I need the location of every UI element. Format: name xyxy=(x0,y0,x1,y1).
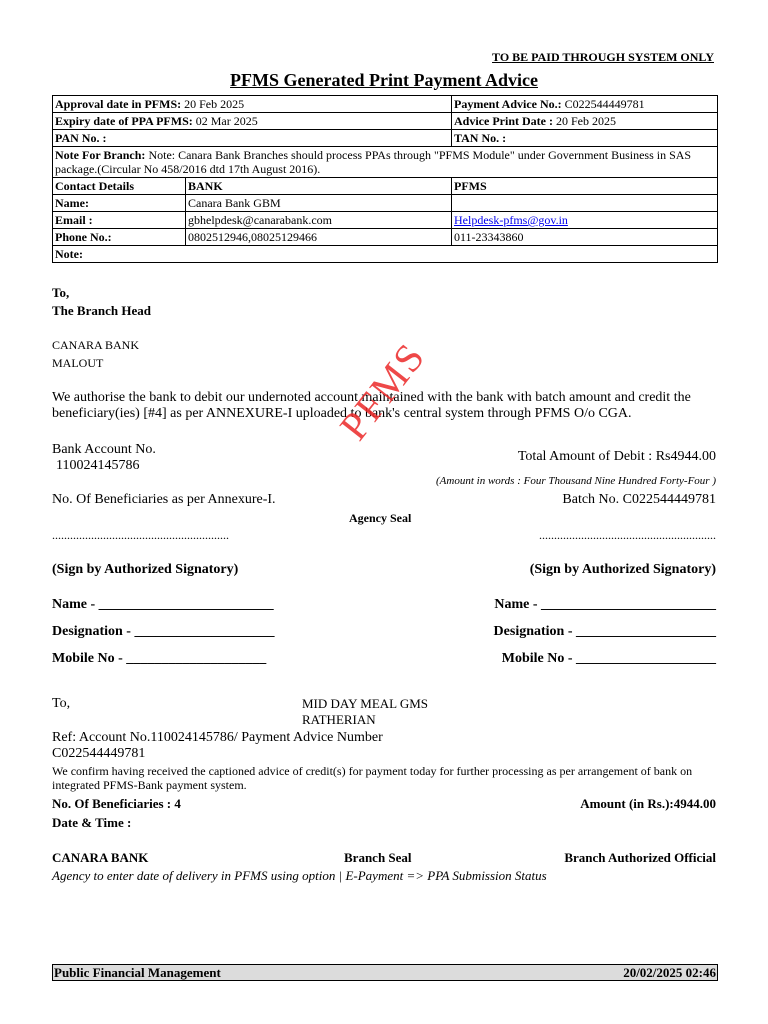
batch-no: Batch No. C022544449781 xyxy=(562,492,716,507)
footer-bar xyxy=(52,964,718,981)
pan-cell xyxy=(53,130,452,147)
note-branch-cell xyxy=(53,147,718,178)
agency-seal: Agency Seal xyxy=(349,511,412,525)
table-row xyxy=(53,178,718,195)
designation-line-right: Designation - ____________________ xyxy=(493,624,716,639)
beneficiaries-annexure: No. Of Beneficiaries as per Annexure-I. xyxy=(52,492,276,507)
bank-city: MALOUT xyxy=(52,356,104,370)
pfms-email-cell xyxy=(452,212,718,229)
confirmation-text: We confirm having received the captioned advice of credit(s) for payment today for further processing as per arrangement of bank on integrated PFMS-Bank payment system. xyxy=(52,764,693,792)
school-name-2: RATHERIAN xyxy=(302,712,376,727)
contact-details-header: Contact Details xyxy=(53,178,186,195)
name-label: Name: xyxy=(53,195,186,212)
note-branch-text: Note: Canara Bank Branches should process PPAs through "PFMS Module" under Government Business in SAS package.(Circular No 458/2016 dtd 17th August 2016). xyxy=(55,148,692,176)
agency-delivery-note: Agency to enter date of delivery in PFMS using option | E-Payment => PPA Submission Status xyxy=(52,868,547,883)
bank-account-value: 110024145786 xyxy=(56,458,140,473)
authorisation-text: We authorise the bank to debit our undernoted account maintained with the bank with batch amount and credit the beneficiary(ies) [#4] as per ANNEXURE-I uploaded to bank's central system through PFMS O/o CGA. xyxy=(52,390,691,421)
phone-label: Phone No.: xyxy=(53,229,186,246)
pfms-name-value xyxy=(452,195,718,212)
pfms-column-header: PFMS xyxy=(452,178,718,195)
receipt-beneficiaries: No. Of Beneficiaries : 4 xyxy=(52,796,181,811)
advice-no-label: Payment Advice No.: xyxy=(454,97,562,111)
pan-label: PAN No. : xyxy=(55,131,107,145)
print-date-cell xyxy=(452,113,718,130)
name-line-right: Name - _________________________ xyxy=(494,597,716,612)
bank-account-label: Bank Account No. xyxy=(52,442,156,457)
tan-label: TAN No. : xyxy=(454,131,507,145)
pfms-watermark: PFMS xyxy=(330,333,435,449)
total-debit: Total Amount of Debit : Rs4944.00 xyxy=(517,449,716,464)
designation-line-left: Designation - ____________________ xyxy=(52,624,275,639)
mobile-line-right: Mobile No - ____________________ xyxy=(501,651,716,666)
bank-name-value: Canara Bank GBM xyxy=(186,195,452,212)
table-row xyxy=(53,96,718,113)
school-name-1: MID DAY MEAL GMS xyxy=(302,696,429,711)
expiry-date-cell xyxy=(53,113,452,130)
sign-label-right: (Sign by Authorized Signatory) xyxy=(529,562,716,577)
signature-dots-left: ........................................................... xyxy=(52,528,229,542)
reference-line-2: C022544449781 xyxy=(52,746,146,761)
note-cell: Note: xyxy=(53,246,718,263)
pfms-email-link[interactable]: Helpdesk-pfms@gov.in xyxy=(454,213,568,227)
table-row xyxy=(53,195,718,212)
approval-date-value: 20 Feb 2025 xyxy=(184,97,245,111)
page-title: PFMS Generated Print Payment Advice xyxy=(230,70,538,90)
name-line-left: Name - _________________________ xyxy=(52,597,274,612)
advice-no-value: C022544449781 xyxy=(564,97,645,111)
table-row xyxy=(53,147,718,178)
pfms-phone-value: 011-23343860 xyxy=(452,229,718,246)
bank-email-value: gbhelpdesk@canarabank.com xyxy=(186,212,452,229)
branch-head: The Branch Head xyxy=(52,303,151,318)
letter-to: To, xyxy=(52,285,70,300)
bank-column-header: BANK xyxy=(186,178,452,195)
bank-phone-value: 0802512946,08025129466 xyxy=(186,229,452,246)
mobile-line-left: Mobile No - ____________________ xyxy=(52,651,267,666)
amount-in-words: (Amount in words : Four Thousand Nine Hundred Forty-Four ) xyxy=(436,475,716,487)
expiry-date-value: 02 Mar 2025 xyxy=(195,114,258,128)
note-branch-label: Note For Branch: xyxy=(55,148,146,162)
print-date-value: 20 Feb 2025 xyxy=(555,114,616,128)
receipt-to: To, xyxy=(52,696,71,711)
bank-name: CANARA BANK xyxy=(52,338,140,352)
footer-timestamp: 20/02/2025 02:46 xyxy=(623,965,716,980)
canara-bank-label: CANARA BANK xyxy=(52,850,149,865)
tan-cell xyxy=(452,130,718,147)
table-row xyxy=(53,113,718,130)
reference-line-1: Ref: Account No.110024145786/ Payment Advice Number xyxy=(52,730,383,745)
email-label: Email : xyxy=(53,212,186,229)
sign-label-left: (Sign by Authorized Signatory) xyxy=(52,562,239,577)
table-row xyxy=(53,130,718,147)
table-row xyxy=(53,229,718,246)
date-time-label: Date & Time : xyxy=(52,815,132,830)
table-row xyxy=(53,246,718,263)
branch-seal-label: Branch Seal xyxy=(344,850,412,865)
approval-date-cell xyxy=(53,96,452,113)
branch-official-label: Branch Authorized Official xyxy=(564,850,716,865)
system-only-note: TO BE PAID THROUGH SYSTEM ONLY xyxy=(492,50,714,64)
advice-no-cell xyxy=(452,96,718,113)
receipt-amount: Amount (in Rs.):4944.00 xyxy=(580,796,716,811)
signature-dots-right: ........................................................... xyxy=(539,528,716,542)
advice-header-table xyxy=(52,95,718,263)
footer-title: Public Financial Management xyxy=(54,965,221,980)
table-row xyxy=(53,212,718,229)
expiry-date-label: Expiry date of PPA PFMS: xyxy=(55,114,193,128)
print-date-label: Advice Print Date : xyxy=(454,114,553,128)
approval-date-label: Approval date in PFMS: xyxy=(55,97,182,111)
